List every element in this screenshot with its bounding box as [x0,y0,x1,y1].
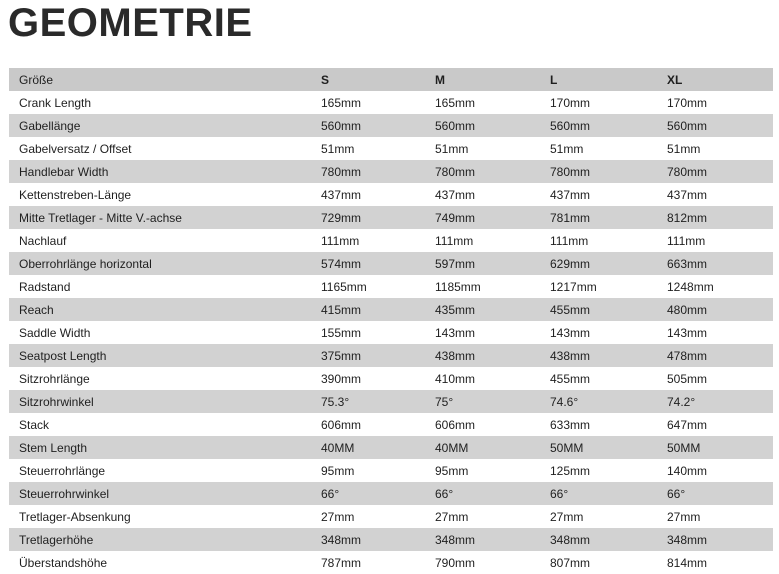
cell-size-m: 437mm [435,187,476,202]
cell-size-l: 781mm [550,210,591,225]
table-row [9,367,773,390]
row-label: Überstandshöhe [19,555,108,570]
cell-size-l: 111mm [550,233,589,248]
cell-size-l: 170mm [550,95,591,110]
cell-size-s: 787mm [321,555,362,570]
table-row [9,137,773,160]
row-label: Nachlauf [19,233,67,248]
cell-size-xl: 480mm [667,302,708,317]
table-row [9,482,773,505]
cell-size-m: 51mm [435,141,469,156]
size-header-m: M [435,72,445,87]
size-header-xl: XL [667,72,683,87]
table-row [9,275,773,298]
cell-size-xl: 647mm [667,417,708,432]
cell-size-s: 66° [321,486,340,501]
cell-size-xl: 111mm [667,233,706,248]
cell-size-m: 66° [435,486,454,501]
table-row [9,252,773,275]
row-label: Saddle Width [19,325,91,340]
cell-size-s: 27mm [321,509,355,524]
row-label: Tretlagerhöhe [19,532,94,547]
cell-size-xl: 143mm [667,325,708,340]
cell-size-m: 348mm [435,532,476,547]
cell-size-m: 165mm [435,95,476,110]
cell-size-l: 780mm [550,164,591,179]
row-label: Handlebar Width [19,164,109,179]
row-label: Stack [19,417,50,432]
cell-size-s: 574mm [321,256,362,271]
cell-size-xl: 51mm [667,141,701,156]
cell-size-s: 165mm [321,95,362,110]
cell-size-xl: 170mm [667,95,708,110]
page-title: GEOMETRIE [8,1,253,45]
cell-size-m: 560mm [435,118,476,133]
cell-size-m: 606mm [435,417,476,432]
cell-size-s: 437mm [321,187,362,202]
cell-size-l: 633mm [550,417,591,432]
cell-size-xl: 27mm [667,509,701,524]
cell-size-s: 606mm [321,417,362,432]
cell-size-m: 438mm [435,348,476,363]
cell-size-m: 780mm [435,164,476,179]
table-row [9,160,773,183]
cell-size-l: 455mm [550,302,591,317]
cell-size-s: 729mm [321,210,362,225]
cell-size-xl: 505mm [667,371,708,386]
cell-size-l: 143mm [550,325,591,340]
cell-size-l: 66° [550,486,569,501]
cell-size-xl: 74.2° [667,394,696,409]
table-row [9,321,773,344]
row-label: Steuerrohrlänge [19,463,106,478]
geometry-table [9,68,773,574]
cell-size-l: 1217mm [550,279,597,294]
size-header-l: L [550,72,558,87]
cell-size-s: 155mm [321,325,362,340]
row-label: Gabellänge [19,118,81,133]
table-row [9,298,773,321]
row-label: Sitzrohrwinkel [19,394,94,409]
table-header-row [9,68,773,91]
table-row [9,528,773,551]
cell-size-m: 597mm [435,256,476,271]
row-label: Mitte Tretlager - Mitte V.-achse [19,210,182,225]
row-label: Sitzrohrlänge [19,371,90,386]
cell-size-m: 40MM [435,440,469,455]
cell-size-l: 51mm [550,141,584,156]
table-row [9,436,773,459]
cell-size-m: 95mm [435,463,469,478]
cell-size-xl: 814mm [667,555,708,570]
cell-size-l: 455mm [550,371,591,386]
table-row [9,459,773,482]
cell-size-m: 749mm [435,210,476,225]
cell-size-xl: 478mm [667,348,708,363]
cell-size-xl: 348mm [667,532,708,547]
cell-size-l: 629mm [550,256,591,271]
cell-size-xl: 437mm [667,187,708,202]
cell-size-s: 375mm [321,348,362,363]
table-row [9,390,773,413]
cell-size-s: 95mm [321,463,355,478]
row-label: Tretlager-Absenkung [19,509,131,524]
table-row [9,206,773,229]
cell-size-l: 807mm [550,555,591,570]
cell-size-xl: 560mm [667,118,708,133]
geometry-table-body [9,91,773,574]
cell-size-l: 125mm [550,463,591,478]
table-row [9,413,773,436]
table-row [9,114,773,137]
row-label: Reach [19,302,54,317]
table-row [9,344,773,367]
cell-size-l: 27mm [550,509,584,524]
cell-size-m: 143mm [435,325,476,340]
row-label: Stem Length [19,440,88,455]
cell-size-s: 111mm [321,233,360,248]
cell-size-s: 40MM [321,440,355,455]
table-row [9,229,773,252]
cell-size-l: 560mm [550,118,591,133]
cell-size-s: 560mm [321,118,362,133]
cell-size-m: 111mm [435,233,474,248]
cell-size-l: 437mm [550,187,591,202]
cell-size-m: 790mm [435,555,476,570]
cell-size-m: 1185mm [435,279,481,294]
cell-size-l: 74.6° [550,394,579,409]
size-header-s: S [321,72,330,87]
cell-size-xl: 66° [667,486,686,501]
cell-size-s: 1165mm [321,279,367,294]
cell-size-xl: 780mm [667,164,708,179]
table-row [9,183,773,206]
cell-size-s: 51mm [321,141,355,156]
cell-size-xl: 140mm [667,463,708,478]
cell-size-s: 780mm [321,164,362,179]
cell-size-l: 438mm [550,348,591,363]
table-row [9,505,773,528]
cell-size-m: 27mm [435,509,469,524]
row-label: Radstand [19,279,71,294]
row-label: Kettenstreben-Länge [19,187,132,202]
cell-size-m: 410mm [435,371,476,386]
cell-size-xl: 1248mm [667,279,714,294]
row-label: Crank Length [19,95,92,110]
table-row [9,91,773,114]
table-row [9,551,773,574]
cell-size-s: 390mm [321,371,362,386]
cell-size-s: 348mm [321,532,362,547]
row-label: Steuerrohrwinkel [19,486,110,501]
cell-size-xl: 812mm [667,210,708,225]
cell-size-m: 435mm [435,302,476,317]
cell-size-xl: 50MM [667,440,701,455]
cell-size-s: 415mm [321,302,362,317]
row-label: Oberrohrlänge horizontal [19,256,152,271]
row-label: Seatpost Length [19,348,107,363]
cell-size-m: 75° [435,394,454,409]
cell-size-l: 50MM [550,440,584,455]
cell-size-xl: 663mm [667,256,708,271]
size-column-header: Größe [19,72,54,87]
cell-size-l: 348mm [550,532,591,547]
row-label: Gabelversatz / Offset [19,141,132,156]
cell-size-s: 75.3° [321,394,350,409]
